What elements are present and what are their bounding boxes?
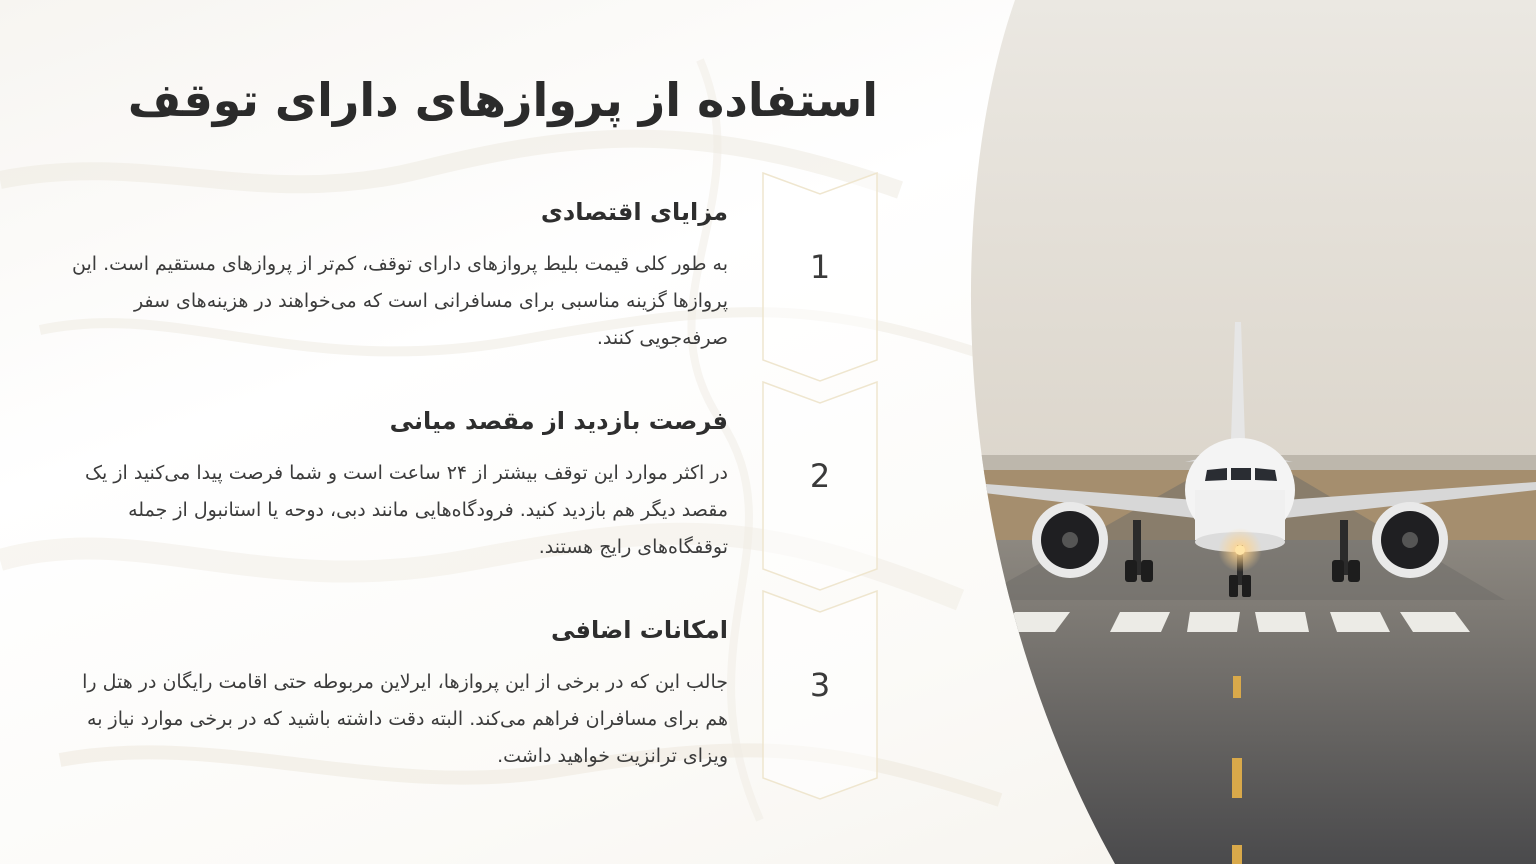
- item-body: جالب این که در برخی از این پروازها، ایرلاین مربوطه حتی اقامت رایگان در هتل را هم برای مسافران فراهم می‌کند. البته دقت داشته باشید که در برخی موارد نیاز به ویزای ترانزیت خواهید داشت.: [82, 671, 728, 767]
- step-number: 2: [809, 457, 831, 495]
- item-heading: مزایای اقتصادی: [540, 198, 728, 226]
- step-marker-2: [762, 381, 878, 591]
- item-heading: امکانات اضافی: [551, 616, 728, 644]
- item-heading: فرصت بازدید از مقصد میانی: [389, 407, 728, 435]
- airplane-photo: [945, 0, 1536, 864]
- slide-title: استفاده از پروازهای دارای توقف: [127, 73, 878, 127]
- step-number: 3: [809, 666, 831, 704]
- item-stopover-visit: [68, 405, 728, 566]
- item-body: در اکثر موارد این توقف بیشتر از ۲۴ ساعت است و شما فرصت پیدا می‌کنید از یک مقصد دیگر هم بازدید کنید. فرودگاه‌هایی مانند دبی، دوحه یا استانبول از جمله توقفگاه‌های رایج هستند.: [85, 462, 728, 558]
- item-economic-benefits: [68, 196, 728, 357]
- step-marker-3: [762, 590, 878, 800]
- item-extra-amenities: [68, 614, 728, 775]
- step-marker-1: [762, 172, 878, 382]
- item-body: به طور کلی قیمت بلیط پروازهای دارای توقف، کم‌تر از پروازهای مستقیم است. این پروازها گزینه مناسبی برای مسافرانی است که می‌خواهند در هزینه‌های سفر صرفه‌جویی کنند.: [72, 253, 728, 349]
- step-number: 1: [809, 248, 831, 286]
